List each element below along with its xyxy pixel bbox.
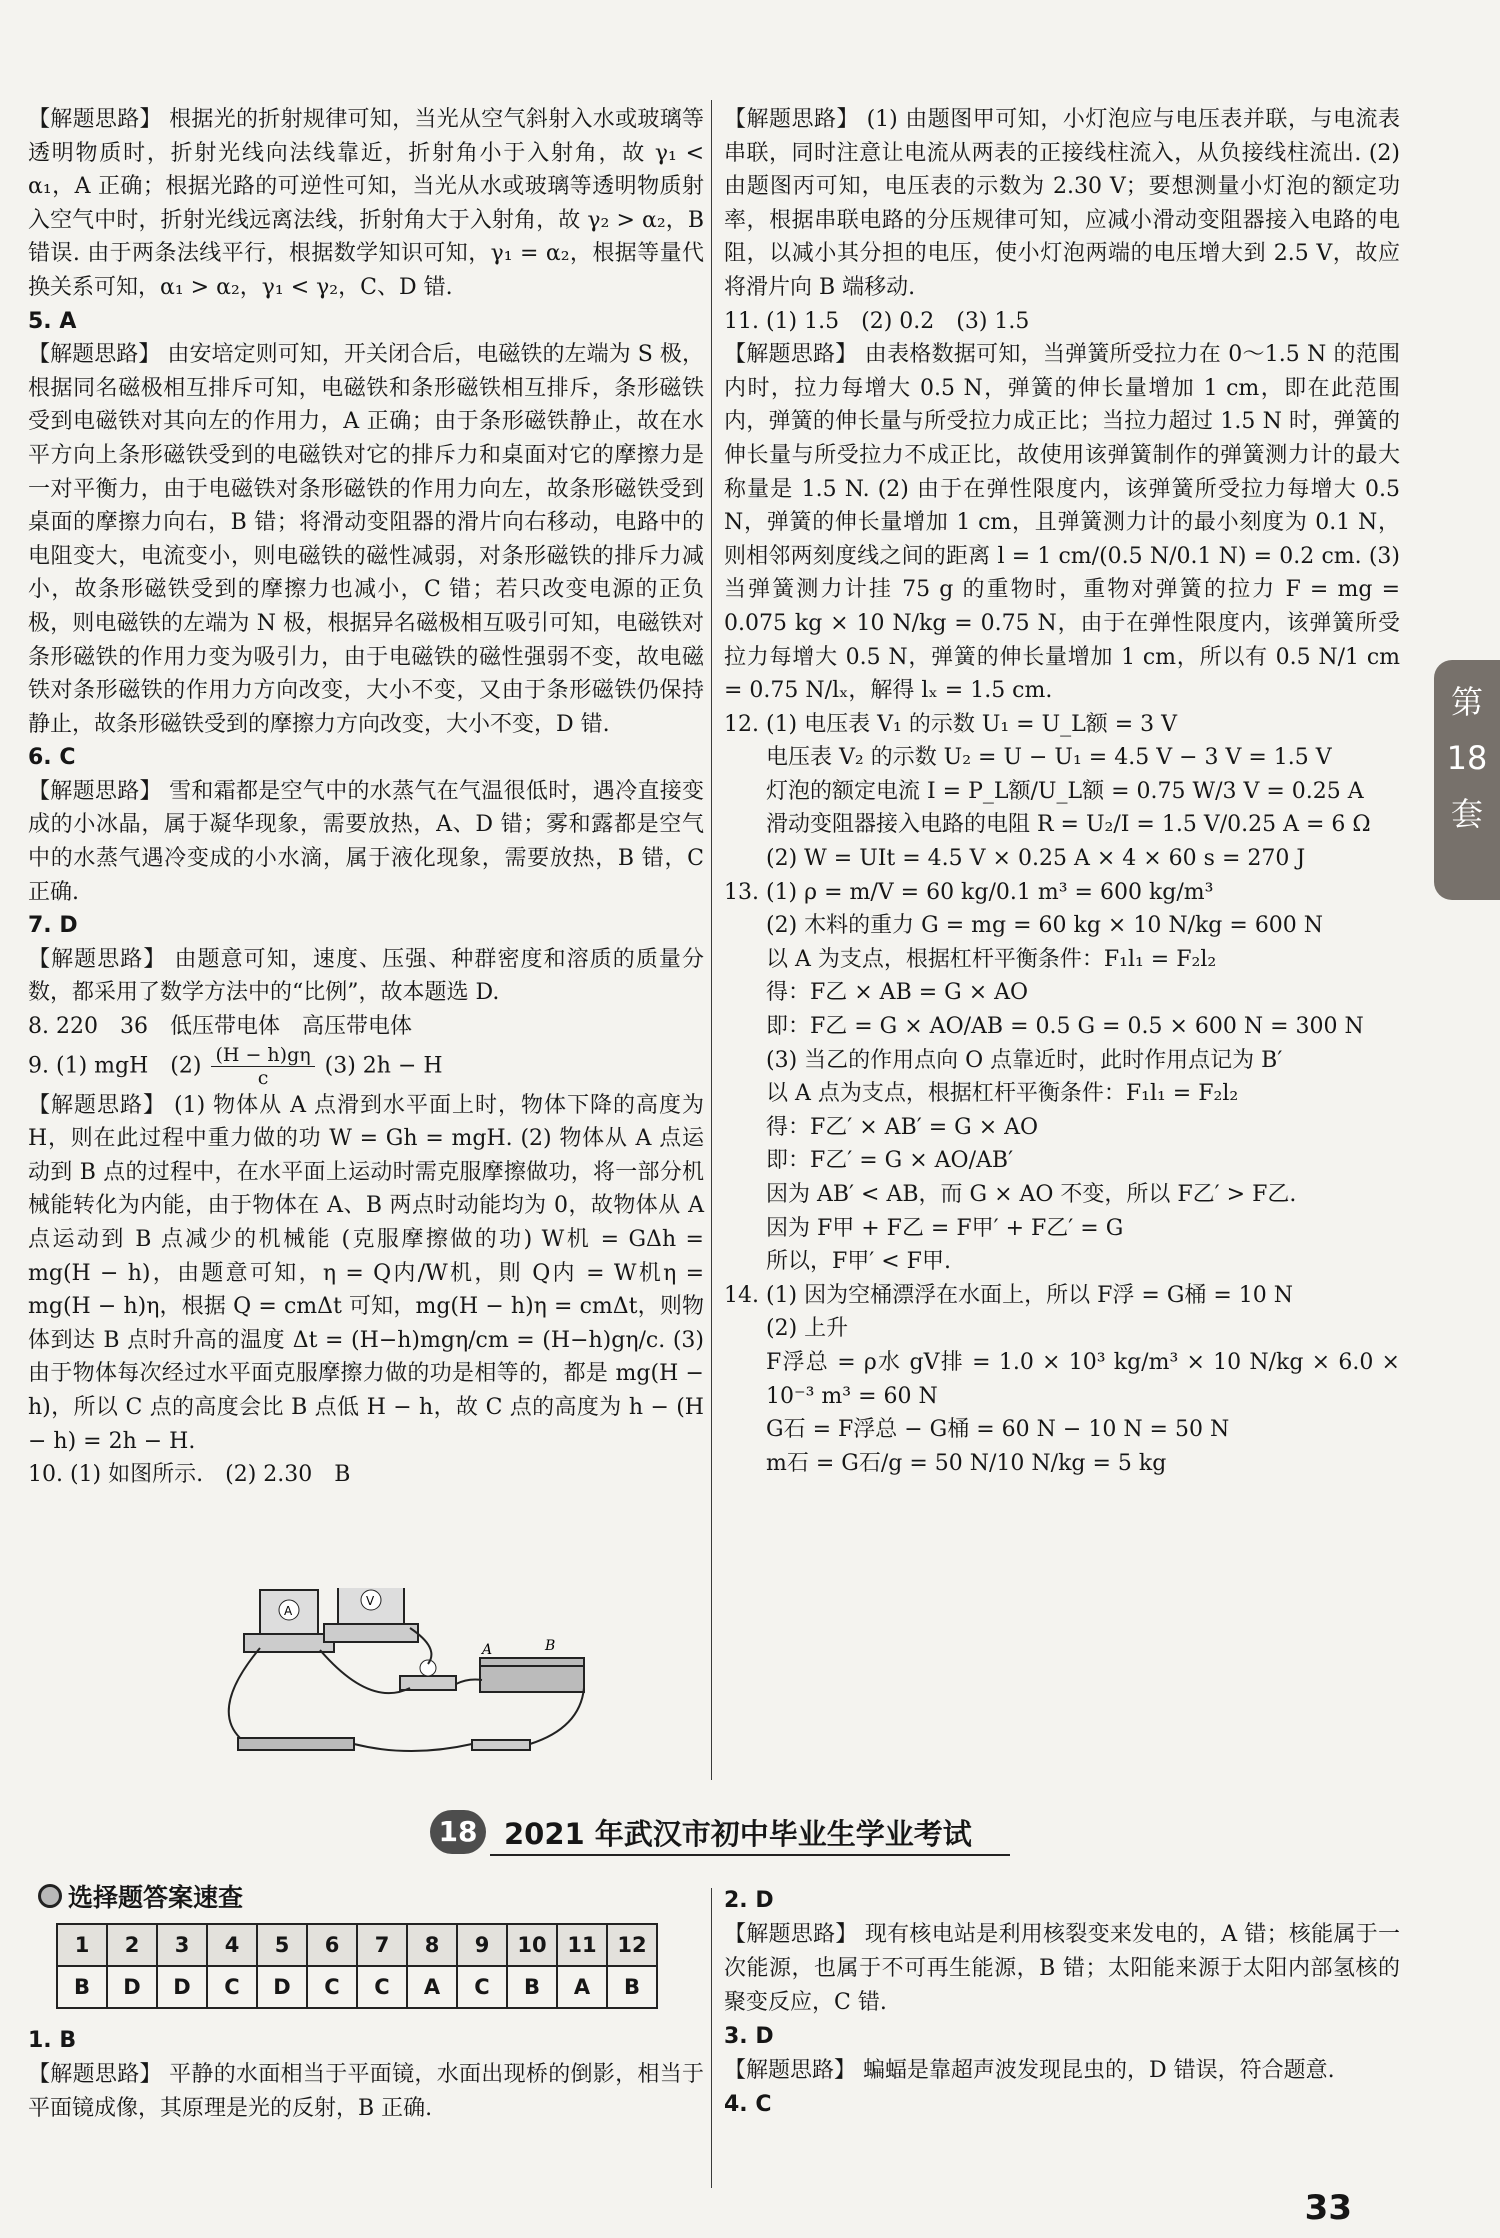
column-divider-bottom xyxy=(711,1888,712,2188)
answer-13-line3: 以 A 为支点，根据杠杆平衡条件：F₁l₁ = F₂l₂ xyxy=(766,946,1217,972)
set-tab-line3: 套 xyxy=(1450,795,1483,833)
answer-7: 7. D xyxy=(28,913,78,939)
solution-7: 【解题思路】 由题意可知，速度、压强、种群密度和溶质的质量分数，都采用了数学方法中的“比例”，故本题选 D. xyxy=(28,946,704,1006)
answer-12-line4: 滑动变阻器接入电路的电阻 R = U₂/I = 1.5 V/0.25 A = 6 Ω xyxy=(766,812,1371,838)
quick-answers-heading xyxy=(38,1878,243,1914)
bottom-right-column xyxy=(724,1884,1400,2122)
set-tab xyxy=(1434,660,1500,900)
answer-14-line5: m石 = G石/g = 50 N/10 N/kg = 5 kg xyxy=(766,1450,1167,1476)
svg-text:A: A xyxy=(482,1642,493,1658)
solution-5: 【解题思路】 由安培定则可知，开关闭合后，电磁铁的左端为 S 极，根据同名磁极相互排斥可知，电磁铁和条形磁铁相互排斥，条形磁铁受到电磁铁对其向左的作用力，A 正确；由于条形磁铁静止，故在水平方向上条形磁铁受到的电磁铁对它的排斥力和桌面对它的摩擦力是一对平衡力，由于电磁铁对条形磁铁的作用力向左，故条形磁铁受到桌面的摩擦力向右，B 错；将滑动变阻器的滑片向右移动，电路中的电阻变大，电流变小，则电磁铁的磁性减弱，对条形磁铁的排斥力减小，故条形磁铁受到的摩擦力也减小，C 错；若只改变电源的正负极，则电磁铁的左端为 N 极，根据异名磁极相互吸引可知，电磁铁对条形磁铁的作用力变为吸引力，由于电磁铁的磁性强弱不变，故电磁铁对条形磁铁的作用力方向改变，大小不变，又由于条形磁铁仍保持静止，故条形磁铁受到的摩擦力方向改变，大小不变，D 错. xyxy=(28,342,704,737)
solution-4: 【解题思路】 根据光的折射规律可知，当光从空气斜射入水或玻璃等透明物质时，折射光线向法线靠近，折射角小于入射角，故 γ₁ < α₁，A 正确；根据光路的可逆性可知，当光从水或玻璃等透明物质射入空气中时，折射光线远离法线，折射角大于入射角，故 γ₂ > α₂，B 错误. 由于两条法线平行，根据数学知识可知，γ₁ = α₂，根据等量代换关系可知，α₁ > α₂，γ₁ < γ₂，C、D 错. xyxy=(28,107,704,300)
answer-11: 11. (1) 1.5 (2) 0.2 (3) 1.5 xyxy=(724,308,1030,334)
answer-12-line1: 12. (1) 电压表 V₁ 的示数 U₁ = U_L额 = 3 V xyxy=(724,711,1178,737)
magnifier-icon xyxy=(38,1884,62,1908)
answer-cell: D xyxy=(107,1966,157,2008)
answer-cell: C xyxy=(207,1966,257,2008)
answer-cell: C xyxy=(307,1966,357,2008)
rheostat xyxy=(480,1658,584,1692)
switch xyxy=(472,1740,530,1750)
set18-answer-2: 2. D xyxy=(724,1888,774,1913)
question-number-cell: 12 xyxy=(607,1924,657,1966)
battery xyxy=(238,1738,354,1750)
answer-cell: C xyxy=(457,1966,507,2008)
answer-cell: D xyxy=(257,1966,307,2008)
answer-13-line7: 以 A 点为支点，根据杠杆平衡条件：F₁l₁ = F₂l₂ xyxy=(766,1081,1239,1107)
question-number-cell: 6 xyxy=(307,1924,357,1966)
answer-table xyxy=(56,1923,658,2009)
answer-13-line4: 得：F乙 × AB = G × AO xyxy=(766,980,1029,1006)
answer-cell: B xyxy=(57,1966,107,2008)
question-number-cell: 3 xyxy=(157,1924,207,1966)
answer-13-line11: 因为 F甲 + F乙 = F甲′ + F乙′ = G xyxy=(766,1215,1124,1241)
answer-cell: A xyxy=(557,1966,607,2008)
answer-cell: C xyxy=(357,1966,407,2008)
answer-5: 5. A xyxy=(28,308,77,334)
answer-cell: B xyxy=(507,1966,557,2008)
answer-13-line5: 即：F乙 = G × AO/AB = 0.5 G = 0.5 × 600 N = 300 N xyxy=(766,1014,1364,1040)
answer-12-line2: 电压表 V₂ 的示数 U₂ = U − U₁ = 4.5 V − 3 V = 1.5 V xyxy=(766,745,1332,771)
answer-8: 8. 220 36 低压带电体 高压带电体 xyxy=(28,1014,412,1040)
set-tab-line2: 18 xyxy=(1446,739,1488,777)
svg-text:V: V xyxy=(366,1594,375,1608)
answer-13-line1: 13. (1) ρ = m/V = 60 kg/0.1 m³ = 600 kg/m³ xyxy=(724,879,1214,905)
set-tab-line1: 第 xyxy=(1450,683,1483,721)
answer-12-line3: 灯泡的额定电流 I = P_L额/U_L额 = 0.75 W/3 V = 0.25 A xyxy=(766,778,1364,804)
section-underline xyxy=(490,1854,1010,1856)
section-badge: 18 xyxy=(430,1810,486,1854)
answer-13-line8: 得：F乙′ × AB′ = G × AO xyxy=(766,1114,1039,1140)
answer-13-line10: 因为 AB′ < AB，而 G × AO 不变，所以 F乙′ > F乙. xyxy=(766,1182,1297,1207)
set18-answer-4: 4. C xyxy=(724,2092,772,2117)
svg-text:B: B xyxy=(545,1638,556,1654)
solution-11: 【解题思路】 由表格数据可知，当弹簧所受拉力在 0～1.5 N 的范围内时，拉力每增大 0.5 N，弹簧的伸长量增加 1 cm，即在此范围内，弹簧的伸长量与所受拉力成正比；当拉力超过 1.5 N 时，弹簧的伸长量与所受拉力不成正比，故使用该弹簧制作的弹簧测力计的最大称量是 1.5 N. (2) 由于在弹性限度内，该弹簧所受拉力每增大 0.5 N，弹簧的伸长量增加 1 cm，且弹簧测力计的最小刻度为 0.1 N，则相邻两刻度线之间的距离 l = 1 cm/(0.5 N/0.1 N) = 0.2 cm. (3) 当弹簧测力计挂 75 g 的重物时，重物对弹簧的拉力 F = mg = 0.075 kg × 10 N/kg = 0.75 N，由于在弹性限度内，该弹簧所受拉力每增大 0.5 N，弹簧的伸长量增加 1 cm，所以有 0.5 N/1 cm = 0.75 N/lₓ，解得 lₓ = 1.5 cm. xyxy=(724,342,1400,704)
answer-table-header-row xyxy=(57,1924,657,1966)
question-number-cell: 8 xyxy=(407,1924,457,1966)
answer-9-fraction: $\frac{(H - h)g\eta}{c}$ xyxy=(211,1044,314,1089)
question-number-cell: 11 xyxy=(557,1924,607,1966)
answer-10: 10. (1) 如图所示. (2) 2.30 B xyxy=(28,1462,351,1488)
question-number-cell: 5 xyxy=(257,1924,307,1966)
set18-answer-3: 3. D xyxy=(724,2024,774,2049)
solution-9: 【解题思路】 (1) 物体从 A 点滑到水平面上时，物体下降的高度为 H，则在此过程中重力做的功 W = Gh = mgH. (2) 物体从 A 点运动到 B 点的过程中，在水平面上运动时需克服摩擦做功，将一部分机械能转化为内能，由于物体在 A、B 两点时动能均为 0，故物体从 A 点运动到 B 点减少的机械能 (克服摩擦做的功) W机 = GΔh = mg(H − h)，由题意可知，η = Q内/W机，則 Q内 = W机η = mg(H − h)η，根据 Q = cmΔt 可知，mg(H − h)η = cmΔt，则物体到达 B 点时升高的温度 Δt = (H−h)mgη/cm = (H−h)gη/c. (3) 由于物体每次经过水平面克服摩擦力做的功是相等的，都是 mg(H − h)，所以 C 点的高度会比 B 点低 H − h，故 C 点的高度为 h − (H − h) = 2h − H. xyxy=(28,1092,704,1454)
answer-9-part3: (3) 2h − H xyxy=(324,1053,443,1079)
answer-6: 6. C xyxy=(28,745,76,771)
bottom-left-column xyxy=(28,2024,704,2126)
circuit-diagram xyxy=(200,1588,620,1788)
question-number-cell: 9 xyxy=(457,1924,507,1966)
solution-6: 【解题思路】 雪和霜都是空气中的水蒸气在气温很低时，遇冷直接变成的小冰晶，属于凝华现象，需要放热，A、D 错；雾和露都是空气中的水蒸气遇冷变成的小水滴，属于液化现象，需要放热，B 错，C 正确. xyxy=(28,778,704,905)
answer-13-line12: 所以，F甲′ < F甲. xyxy=(766,1249,951,1275)
question-number-cell: 2 xyxy=(107,1924,157,1966)
right-column xyxy=(724,103,1400,1480)
section-title: 2021 年武汉市初中毕业生学业考试 xyxy=(504,1817,972,1851)
answer-9 xyxy=(28,1044,704,1089)
answer-13-line9: 即：F乙′ = G × AO/AB′ xyxy=(766,1148,1014,1174)
solution-10: 【解题思路】 (1) 由题图甲可知，小灯泡应与电压表并联，与电流表串联，同时注意让电流从两表的正接线柱流入，从负接线柱流出. (2) 由题图丙可知，电压表的示数为 2.30 V；要想测量小灯泡的额定功率，根据串联电路的分压规律可知，应减小滑动变阻器接入电路的电阻，以减小其分担的电压，使小灯泡两端的电压增大到 2.5 V，故应将滑片向 B 端移动. xyxy=(724,107,1400,300)
question-number-cell: 7 xyxy=(357,1924,407,1966)
answer-14-line1: 14. (1) 因为空桶漂浮在水面上，所以 F浮 = G桶 = 10 N xyxy=(724,1282,1294,1308)
answer-12-line5: (2) W = UIt = 4.5 V × 0.25 A × 4 × 60 s = 270 J xyxy=(766,846,1306,872)
svg-text:A: A xyxy=(284,1604,293,1618)
section-banner xyxy=(430,1808,990,1858)
answer-table-answer-row xyxy=(57,1966,657,2008)
quick-answers-title: 选择题答案速查 xyxy=(68,1883,244,1912)
set18-solution-2: 【解题思路】 现有核电站是利用核裂变来发电的，A 错；核能属于一次能源，也属于不可再生能源，B 错；太阳能来源于太阳内部氢核的聚变反应，C 错. xyxy=(724,1922,1400,2015)
answer-14-line4: G石 = F浮总 − G桶 = 60 N − 10 N = 50 N xyxy=(766,1417,1230,1443)
left-column xyxy=(28,103,704,1492)
answer-13-line6: (3) 当乙的作用点向 O 点靠近时，此时作用点记为 B′ xyxy=(766,1047,1283,1073)
set18-solution-3: 【解题思路】 蝙蝠是靠超声波发现昆虫的，D 错误，符合题意. xyxy=(724,2058,1335,2083)
question-number-cell: 10 xyxy=(507,1924,557,1966)
set18-solution-1: 【解题思路】 平静的水面相当于平面镜，水面出现桥的倒影，相当于平面镜成像，其原理是光的反射，B 正确. xyxy=(28,2062,704,2121)
set18-answer-1: 1. B xyxy=(28,2028,77,2053)
answer-13-line2: (2) 木料的重力 G = mg = 60 kg × 10 N/kg = 600 N xyxy=(766,913,1324,939)
answer-cell: D xyxy=(157,1966,207,2008)
answer-cell: A xyxy=(407,1966,457,2008)
question-number-cell: 4 xyxy=(207,1924,257,1966)
question-number-cell: 1 xyxy=(57,1924,107,1966)
answer-cell: B xyxy=(607,1966,657,2008)
answer-14-line3: F浮总 = ρ水 gV排 = 1.0 × 10³ kg/m³ × 10 N/kg × 6.0 × 10⁻³ m³ = 60 N xyxy=(766,1349,1400,1409)
page-number: 33 xyxy=(1304,2188,1352,2228)
answer-9-part1: 9. (1) mgH (2) xyxy=(28,1053,202,1079)
column-divider xyxy=(711,100,712,1780)
answer-14-line2: (2) 上升 xyxy=(766,1316,849,1342)
